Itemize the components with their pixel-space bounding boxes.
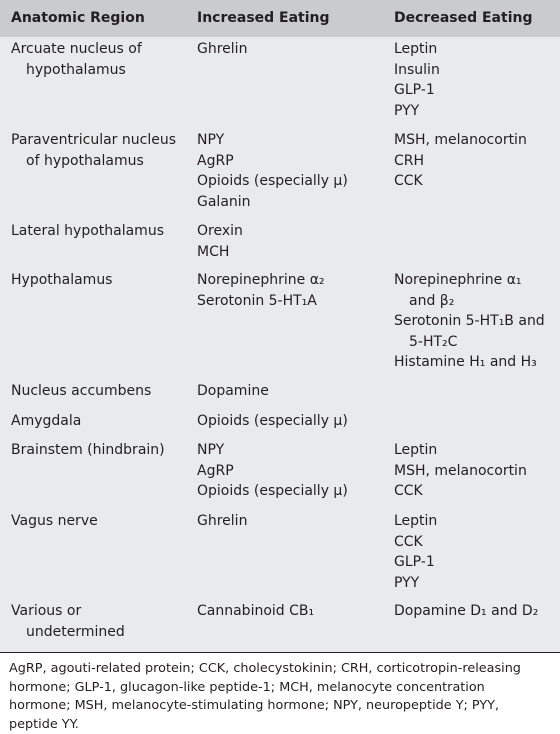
cell-line: GLP-1 [394,554,435,570]
cell-line: Orexin [197,223,243,239]
region-cell [11,221,189,242]
region-cell [11,130,189,171]
increased-cell [197,411,387,432]
cell-line: undetermined [26,623,125,640]
cell-line: Insulin [394,61,440,78]
header-anatomic-region: Anatomic Region [11,10,145,26]
cell-line: MSH, melanocortin [394,462,527,479]
cell-line: Histamine H₁ and H₃ [394,354,537,370]
increased-cell [197,381,387,402]
cell-line: Ghrelin [197,41,248,57]
region-cell [11,511,189,532]
footnote-line: hormone; MSH, melanocyte-stimulating hormone; NPY, neuropeptide Y; PYY, [9,698,500,713]
cell-line: Various or [11,603,82,619]
cell-line: CRH [394,152,425,169]
cell-line: Lateral hypothalamus [11,223,164,239]
footnote-line: AgRP, agouti-related protein; CCK, cholecystokinin; CRH, corticotropin-releasing [9,661,521,676]
cell-line: MCH [197,243,230,260]
increased-cell [197,270,387,311]
cell-line: Opioids (especially μ) [197,173,348,189]
increased-cell [197,601,387,622]
footnote-line: hormone; GLP-1, glucagon-like peptide-1; MCH, melanocyte concentration [9,679,485,695]
increased-cell [197,221,387,262]
cell-line: Opioids (especially μ) [197,483,348,499]
region-cell [11,411,189,432]
decreased-cell [394,440,558,502]
cell-line: CCK [394,173,423,189]
cell-line: AgRP [197,462,234,479]
region-cell [11,381,189,402]
cell-line: Hypothalamus [11,272,113,288]
cell-line: AgRP [197,152,234,169]
cell-line: Arcuate nucleus of [11,41,142,57]
table-header-row [0,0,560,37]
cell-line: GLP-1 [394,82,435,98]
table-footnote [9,660,554,734]
cell-line: CCK [394,533,423,550]
cell-line: Serotonin 5-HT₁B and [394,313,545,329]
cell-line: Nucleus accumbens [11,383,152,399]
decreased-cell [394,601,558,622]
cell-line: Galanin [197,193,251,210]
table-bottom-rule [0,652,560,653]
cell-line: Leptin [394,41,438,57]
increased-cell [197,130,387,212]
cell-line: MSH, melanocortin [394,132,527,148]
header-increased-eating: Increased Eating [197,10,330,26]
decreased-cell [394,130,558,192]
cell-line: Leptin [394,513,438,529]
region-cell [11,440,189,461]
cell-line: Amygdala [11,413,82,429]
decreased-cell [394,270,558,373]
header-decreased-eating: Decreased Eating [394,10,533,26]
cell-line: and β₂ [409,292,455,309]
cell-line: CCK [394,483,423,499]
increased-cell [197,440,387,502]
cell-line: of hypothalamus [26,152,144,169]
footnote-line: peptide YY. [9,716,79,732]
cell-line: Ghrelin [197,513,248,529]
cell-line: 5-HT₂C [409,333,458,350]
cell-line: Serotonin 5-HT₁A [197,292,317,309]
region-cell [11,270,189,291]
cell-line: NPY [197,132,225,148]
cell-line: NPY [197,442,225,458]
decreased-cell [394,511,558,593]
decreased-cell [394,39,558,121]
cell-line: Opioids (especially μ) [197,413,348,429]
cell-line: hypothalamus [26,61,126,78]
cell-line: Vagus nerve [11,513,98,529]
cell-line: PYY [394,574,420,591]
cell-line: Brainstem (hindbrain) [11,442,165,458]
region-cell [11,601,189,642]
cell-line: Norepinephrine α₁ [394,272,522,288]
region-cell [11,39,189,80]
cell-line: Norepinephrine α₂ [197,272,325,288]
cell-line: Cannabinoid CB₁ [197,603,315,619]
cell-line: Dopamine D₁ and D₂ [394,603,539,619]
cell-line: Dopamine [197,383,269,399]
increased-cell [197,39,387,60]
increased-cell [197,511,387,532]
cell-line: Leptin [394,442,438,458]
cell-line: Paraventricular nucleus [11,132,176,148]
cell-line: PYY [394,102,420,119]
